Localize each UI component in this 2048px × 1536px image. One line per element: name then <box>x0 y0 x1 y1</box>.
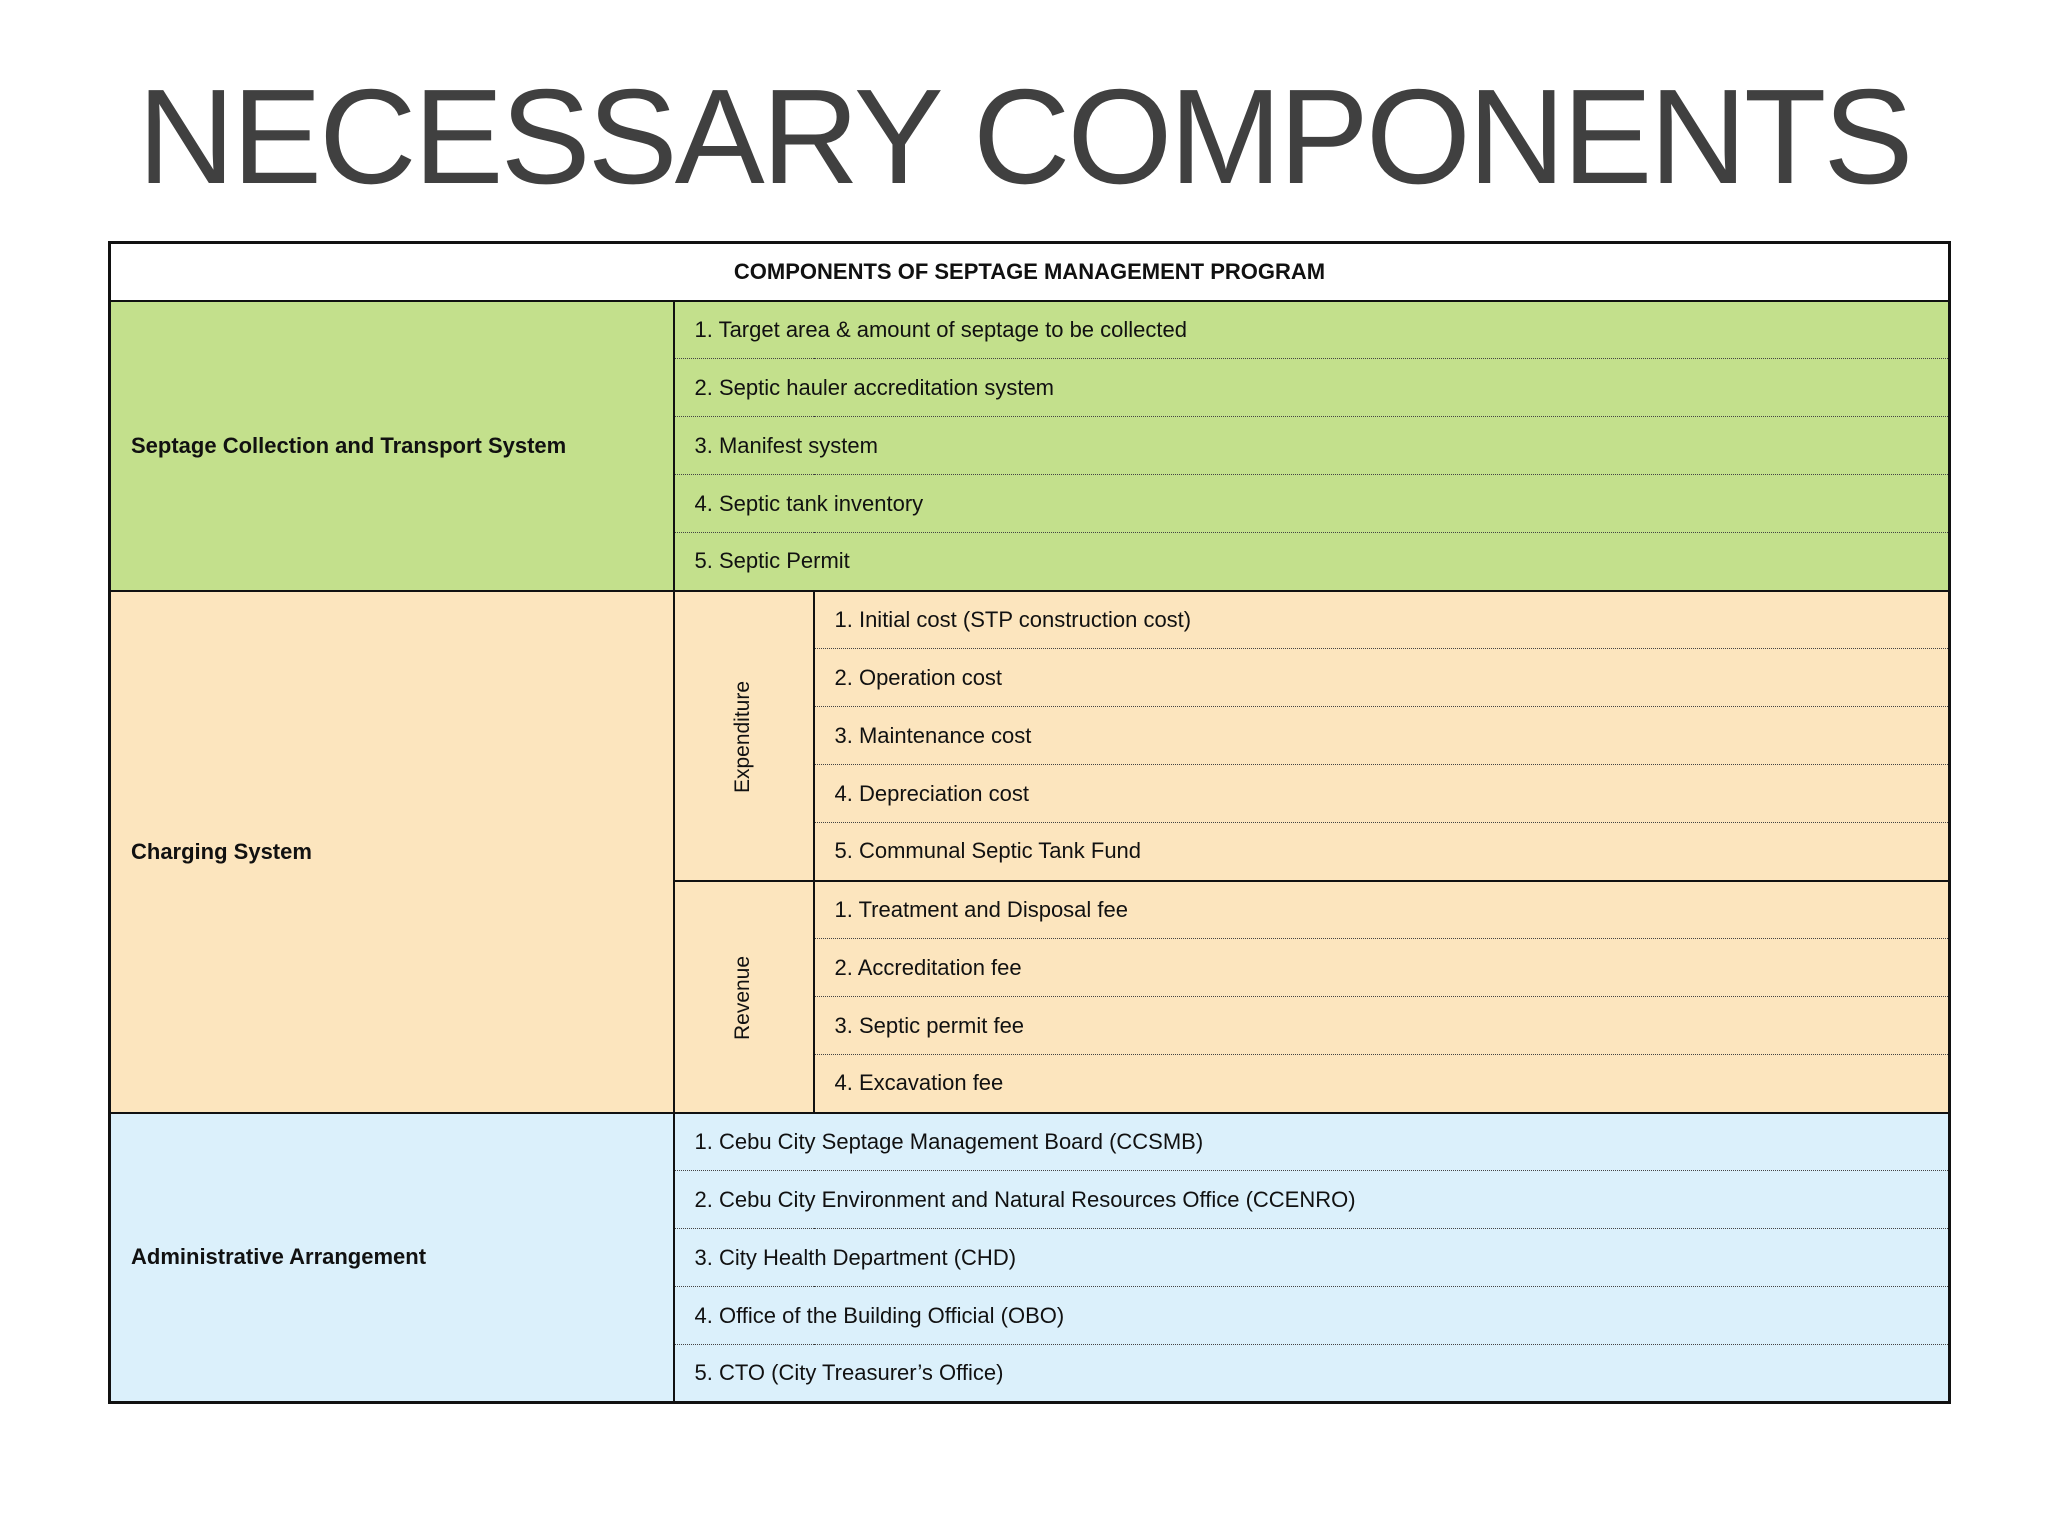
list-item: 3. Septic permit fee <box>814 997 1950 1055</box>
list-item: 2. Septic hauler accreditation system <box>674 359 1950 417</box>
list-item: 5. Septic Permit <box>674 533 1950 591</box>
list-item: 5. CTO (City Treasurer’s Office) <box>674 1345 1950 1403</box>
list-item: 1. Target area & amount of septage to be collected <box>674 301 1950 359</box>
list-item: 1. Treatment and Disposal fee <box>814 881 1950 939</box>
list-item: 2. Cebu City Environment and Natural Resources Office (CCENRO) <box>674 1171 1950 1229</box>
page-title: NECESSARY COMPONENTS <box>137 61 1911 212</box>
subcategory-revenue <box>674 881 814 1113</box>
subcategory-expenditure <box>674 591 814 881</box>
list-item: 2. Accreditation fee <box>814 939 1950 997</box>
category-collection: Septage Collection and Transport System <box>110 301 674 591</box>
table-header: COMPONENTS OF SEPTAGE MANAGEMENT PROGRAM <box>110 243 1950 301</box>
list-item: 4. Septic tank inventory <box>674 475 1950 533</box>
list-item: 4. Depreciation cost <box>814 765 1950 823</box>
subcategory-revenue-label: Revenue <box>731 955 755 1040</box>
list-item: 3. City Health Department (CHD) <box>674 1229 1950 1287</box>
list-item: 5. Communal Septic Tank Fund <box>814 823 1950 881</box>
subcategory-expenditure-label: Expenditure <box>731 680 755 793</box>
list-item: 1. Initial cost (STP construction cost) <box>814 591 1950 649</box>
list-item: 3. Manifest system <box>674 417 1950 475</box>
category-charging: Charging System <box>110 591 674 1113</box>
list-item: 4. Excavation fee <box>814 1055 1950 1113</box>
list-item: 2. Operation cost <box>814 649 1950 707</box>
list-item: 1. Cebu City Septage Management Board (CCSMB) <box>674 1113 1950 1171</box>
components-table <box>108 241 1951 1404</box>
list-item: 4. Office of the Building Official (OBO) <box>674 1287 1950 1345</box>
list-item: 3. Maintenance cost <box>814 707 1950 765</box>
category-admin: Administrative Arrangement <box>110 1113 674 1403</box>
